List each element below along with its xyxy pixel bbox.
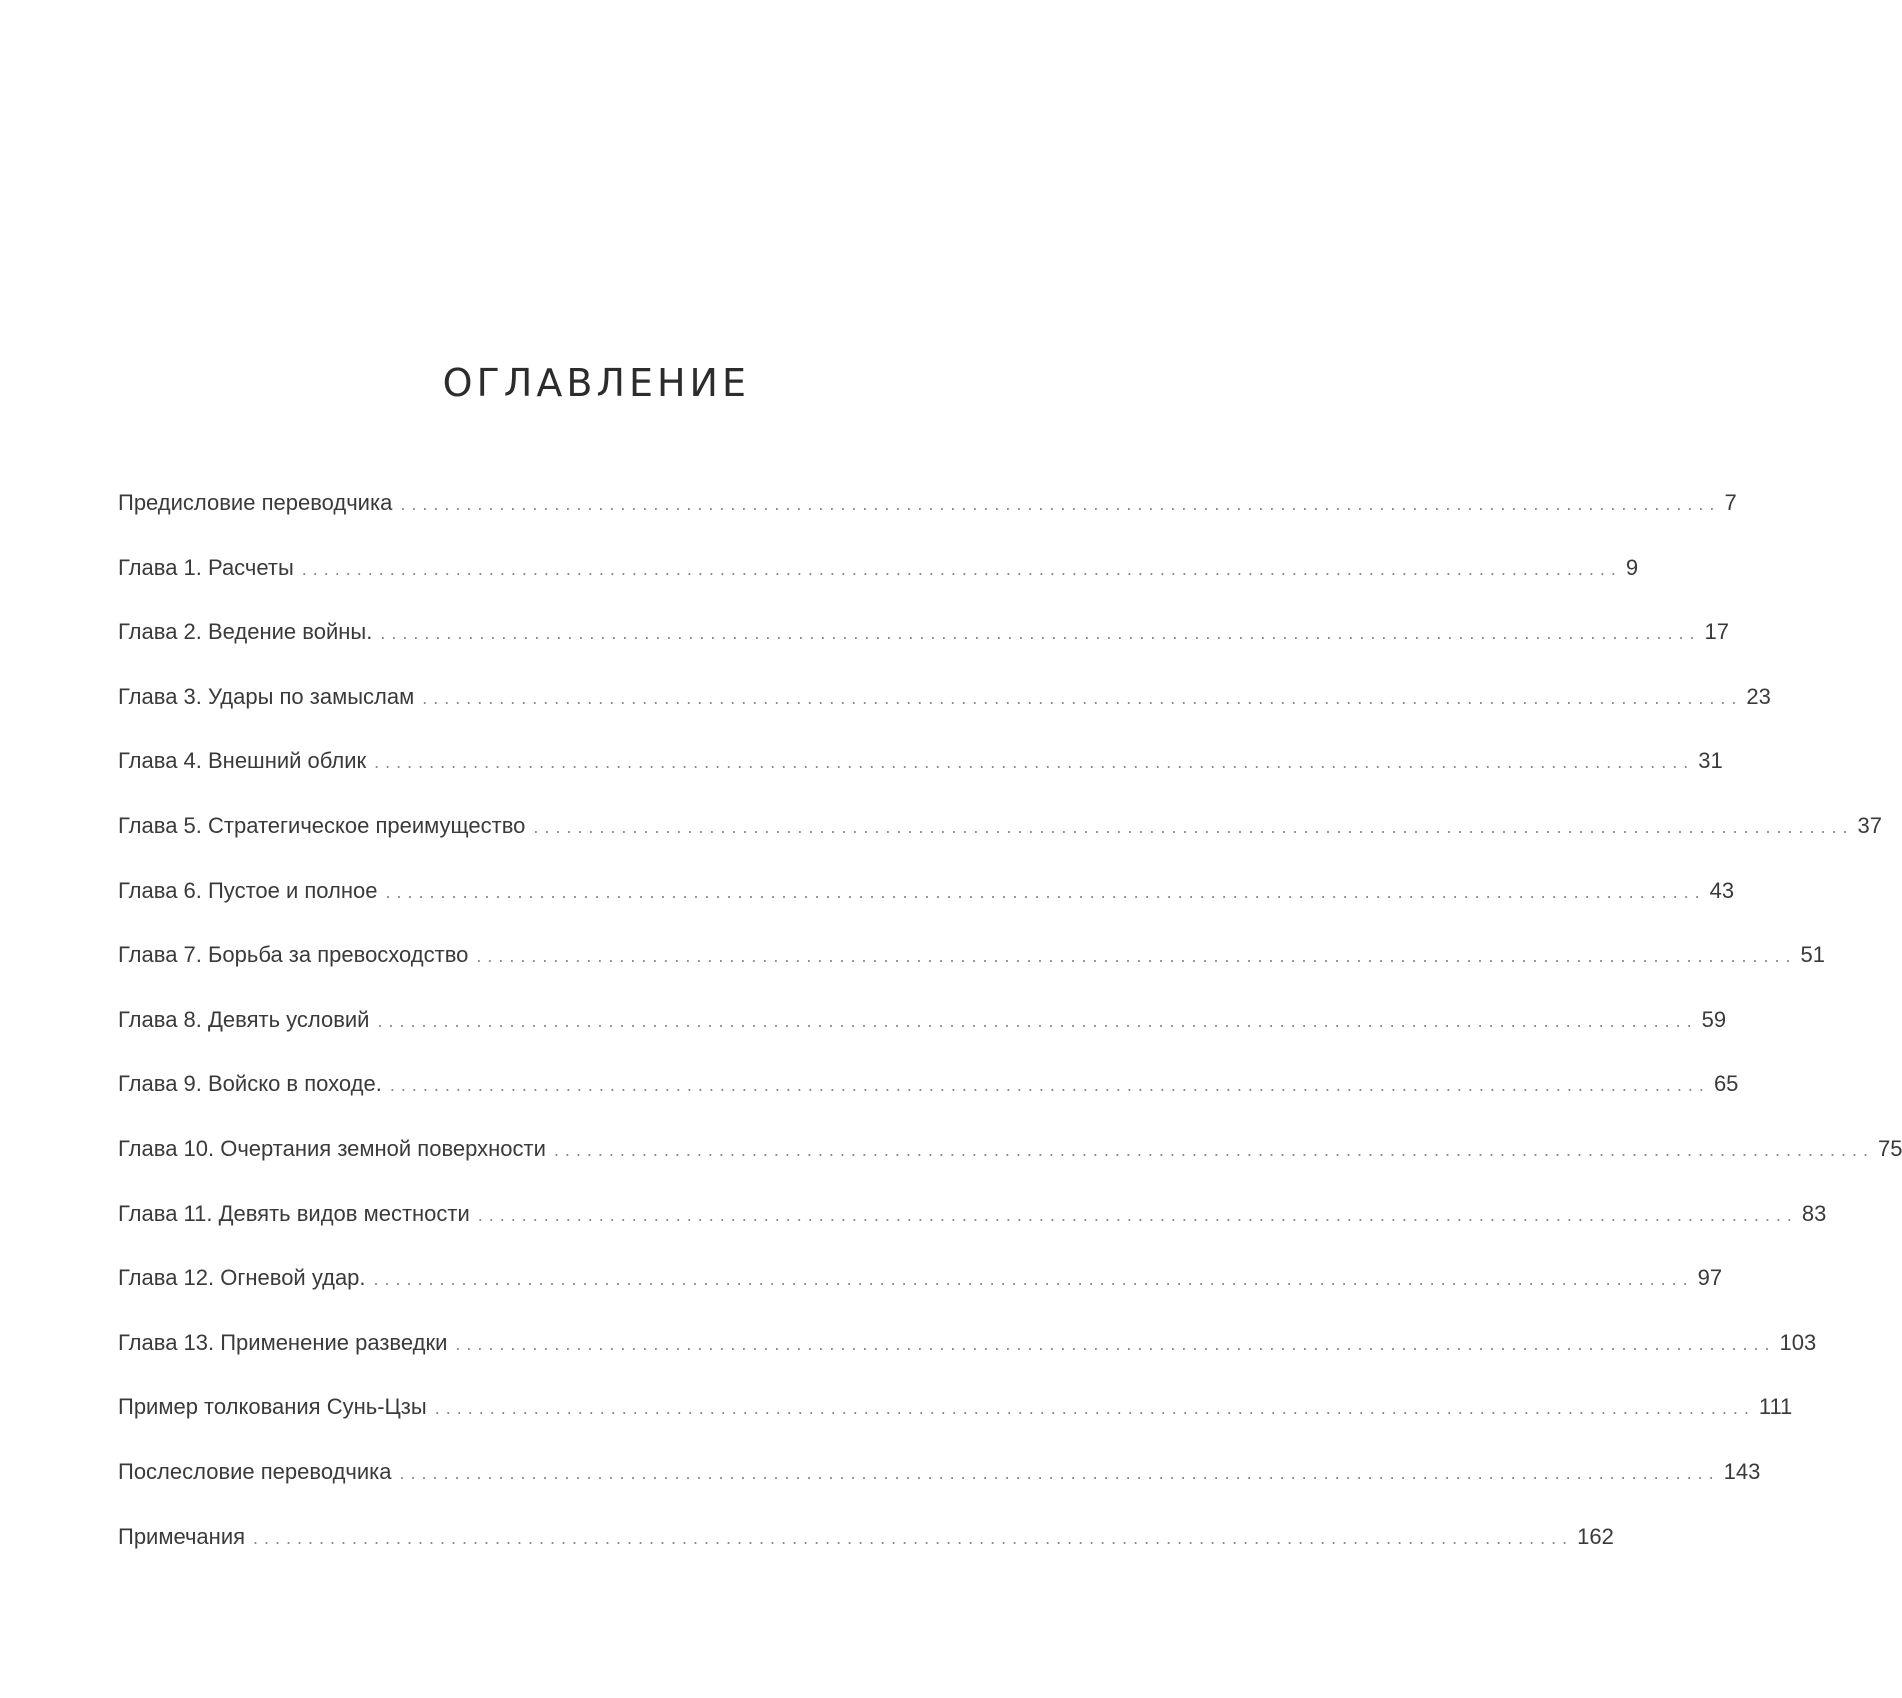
toc-entry-page: 59 bbox=[1701, 1006, 1727, 1032]
toc-entry-page: 31 bbox=[1698, 748, 1723, 774]
toc-entry-label: Глава 2. Ведение войны. bbox=[118, 619, 373, 645]
toc-entry-label: Предисловие переводчика bbox=[118, 490, 393, 515]
toc-entry bbox=[118, 876, 1735, 941]
dot-leader: ........................................................................................................................ bbox=[380, 623, 1701, 644]
toc-entry-label: Примечания bbox=[118, 1523, 246, 1549]
toc-entry bbox=[118, 1134, 1902, 1199]
toc-entry-label: Глава 10. Очертания земной поверхности bbox=[118, 1135, 546, 1161]
toc-entry-page: 7 bbox=[1724, 490, 1737, 515]
toc-entry-label: Глава 6. Пустое и полное bbox=[118, 877, 378, 903]
toc-entry bbox=[118, 1392, 1793, 1457]
toc-entry-label: Послесловие переводчика bbox=[118, 1458, 392, 1484]
toc-entry-page: 43 bbox=[1709, 877, 1735, 903]
toc-entry bbox=[118, 811, 1882, 876]
toc-entry bbox=[118, 1199, 1827, 1264]
dot-leader: ........................................................................................................................ bbox=[377, 1010, 1698, 1031]
toc-entry bbox=[118, 617, 1729, 682]
dot-leader: ........................................................................................................................ bbox=[373, 1269, 1694, 1290]
toc-entry-label: Глава 5. Стратегическое преимущество bbox=[118, 812, 526, 838]
toc-entry-page: 162 bbox=[1577, 1523, 1614, 1549]
toc-entry-label: Глава 4. Внешний облик bbox=[118, 748, 367, 774]
dot-leader: ........................................................................................................................ bbox=[477, 1204, 1798, 1225]
toc-entry-label: Глава 8. Девять условий bbox=[118, 1006, 370, 1032]
toc-entry bbox=[118, 746, 1723, 811]
toc-entry bbox=[118, 1069, 1739, 1134]
toc-list bbox=[118, 488, 1902, 1586]
toc-entry-label: Глава 3. Удары по замыслам bbox=[118, 683, 415, 709]
toc-entry-page: 51 bbox=[1800, 942, 1826, 968]
toc-entry-label: Глава 1. Расчеты bbox=[118, 554, 294, 580]
toc-entry-label: Глава 7. Борьба за превосходство bbox=[118, 942, 469, 968]
toc-entry-page: 37 bbox=[1857, 812, 1882, 838]
toc-entry-page: 103 bbox=[1779, 1329, 1817, 1355]
dot-leader: ........................................................................................................................ bbox=[434, 1398, 1755, 1419]
toc-entry-page: 23 bbox=[1746, 683, 1771, 709]
dot-leader: ........................................................................................................................ bbox=[553, 1139, 1874, 1160]
toc-entry-label: Глава 11. Девять видов местности bbox=[118, 1200, 470, 1226]
dot-leader: ........................................................................................................................ bbox=[399, 1462, 1720, 1483]
dot-leader: ........................................................................................................................ bbox=[400, 494, 1721, 514]
toc-entry-label: Пример толкования Сунь-Цзы bbox=[118, 1394, 427, 1420]
toc-entry bbox=[118, 1457, 1761, 1522]
toc-entry bbox=[118, 1522, 1614, 1587]
dot-leader: ........................................................................................................................ bbox=[385, 881, 1706, 902]
toc-entry-page: 17 bbox=[1704, 619, 1729, 645]
dot-leader: ........................................................................................................................ bbox=[301, 558, 1622, 579]
dot-leader: ........................................................................................................................ bbox=[389, 1075, 1710, 1096]
toc-entry-page: 111 bbox=[1758, 1394, 1793, 1420]
toc-entry-page: 65 bbox=[1713, 1071, 1739, 1097]
toc-entry bbox=[118, 1328, 1817, 1393]
toc-entry-page: 75 bbox=[1878, 1135, 1902, 1161]
toc-entry-label: Глава 9. Войско в походе. bbox=[118, 1071, 382, 1097]
toc-entry-label: Глава 13. Применение разведки bbox=[118, 1329, 448, 1355]
toc-entry-page: 83 bbox=[1801, 1200, 1827, 1226]
toc-entry bbox=[118, 1005, 1727, 1070]
toc-entry-page: 143 bbox=[1723, 1458, 1761, 1484]
dot-leader: ........................................................................................................................ bbox=[455, 1333, 1776, 1354]
dot-leader: ........................................................................................................................ bbox=[253, 1527, 1574, 1548]
page-title: ОГЛАВЛЕНИЕ bbox=[442, 361, 750, 405]
toc-entry bbox=[118, 940, 1826, 1005]
toc-entry bbox=[118, 682, 1771, 747]
dot-leader: ........................................................................................................................ bbox=[476, 946, 1797, 967]
dot-leader: ........................................................................................................................ bbox=[422, 687, 1743, 708]
toc-entry bbox=[118, 1263, 1723, 1328]
toc-entry-page: 9 bbox=[1625, 554, 1639, 580]
dot-leader: ........................................................................................................................ bbox=[374, 752, 1695, 773]
toc-entry bbox=[118, 488, 1737, 553]
toc-entry bbox=[118, 553, 1639, 618]
toc-entry-page: 97 bbox=[1697, 1265, 1723, 1291]
toc-entry-label: Глава 12. Огневой удар. bbox=[118, 1265, 366, 1291]
dot-leader: ........................................................................................................................ bbox=[533, 816, 1854, 837]
